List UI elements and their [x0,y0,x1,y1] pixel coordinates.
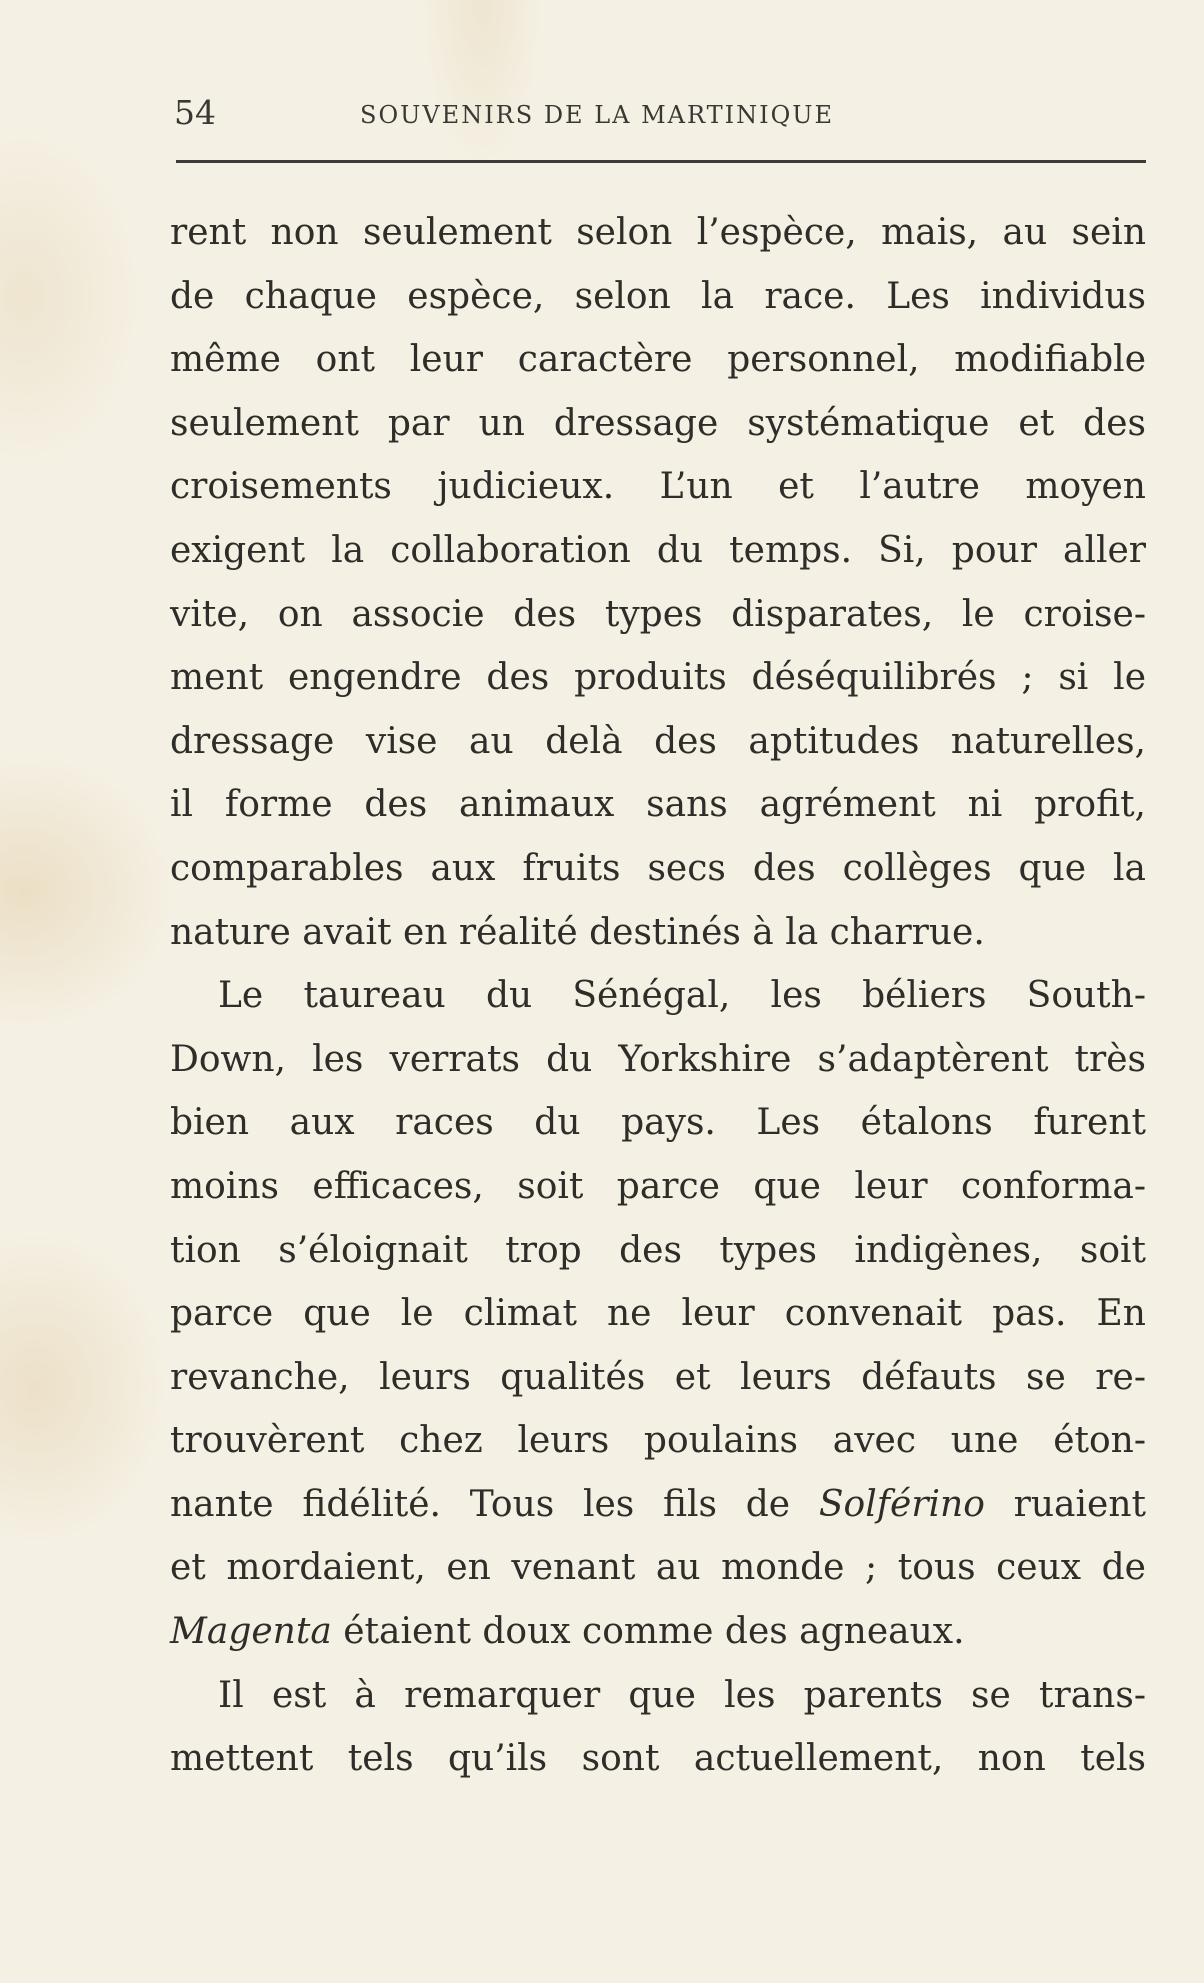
text-line: comparables aux fruits secs des collèges que la [170,847,1146,889]
text-segment: étaient doux comme des agneaux. [331,1611,965,1653]
text-line: nature avait en réalité destinés à la charrue. [170,911,985,953]
text-line: Il est à remarquer que les parents se trans- [218,1674,1146,1716]
italic-name: Solférino [818,1483,985,1525]
text-line: même ont leur caractère personnel, modifiable [170,339,1146,381]
text-segment: ruaient [984,1483,1146,1525]
text-line: il forme des animaux sans agrément ni profit, [170,784,1146,826]
text-line: de chaque espèce, selon la race. Les individus [170,275,1146,317]
text-line: croisements judicieux. L’un et l’autre moyen [170,466,1146,508]
text-line: Down, les verrats du Yorkshire s’adaptèrent très [170,1038,1146,1080]
text-line: seulement par un dressage systématique et des [170,402,1146,444]
running-head [174,88,1146,138]
text-line: ment engendre des produits déséquilibrés ; si le [170,657,1146,699]
text-line: vite, on associe des types disparates, le croise- [170,593,1146,635]
page-number: 54 [174,93,216,132]
text-line-composite [170,1600,1146,1664]
text-line: et mordaient, en venant au monde ; tous ceux de [170,1547,1146,1589]
body-text [170,201,1146,1791]
header-rule [176,160,1146,163]
text-line: mettent tels qu’ils sont actuellement, non tels [170,1738,1146,1780]
text-line: trouvèrent chez leurs poulains avec une éton- [170,1420,1146,1462]
running-title: SOUVENIRS DE LA MARTINIQUE [360,101,835,129]
text-line: Le taureau du Sénégal, les béliers South- [218,975,1146,1017]
text-line: tion s’éloignait trop des types indigènes, soit [170,1229,1146,1271]
text-line: revanche, leurs qualités et leurs défauts se re- [170,1356,1146,1398]
text-line: parce que le climat ne leur convenait pas. En [170,1293,1146,1335]
text-line: exigent la collaboration du temps. Si, pour aller [170,529,1146,571]
text-line: bien aux races du pays. Les étalons furent [170,1102,1146,1144]
italic-name: Magenta [170,1611,332,1653]
text-line: rent non seulement selon l’espèce, mais, au sein [170,212,1146,253]
text-line: dressage vise au delà des aptitudes naturelles, [170,720,1146,762]
text-segment: nante fidélité. Tous les fils de [170,1483,819,1525]
text-line: moins efficaces, soit parce que leur conforma- [170,1165,1146,1207]
text-line-composite [170,1473,1146,1537]
